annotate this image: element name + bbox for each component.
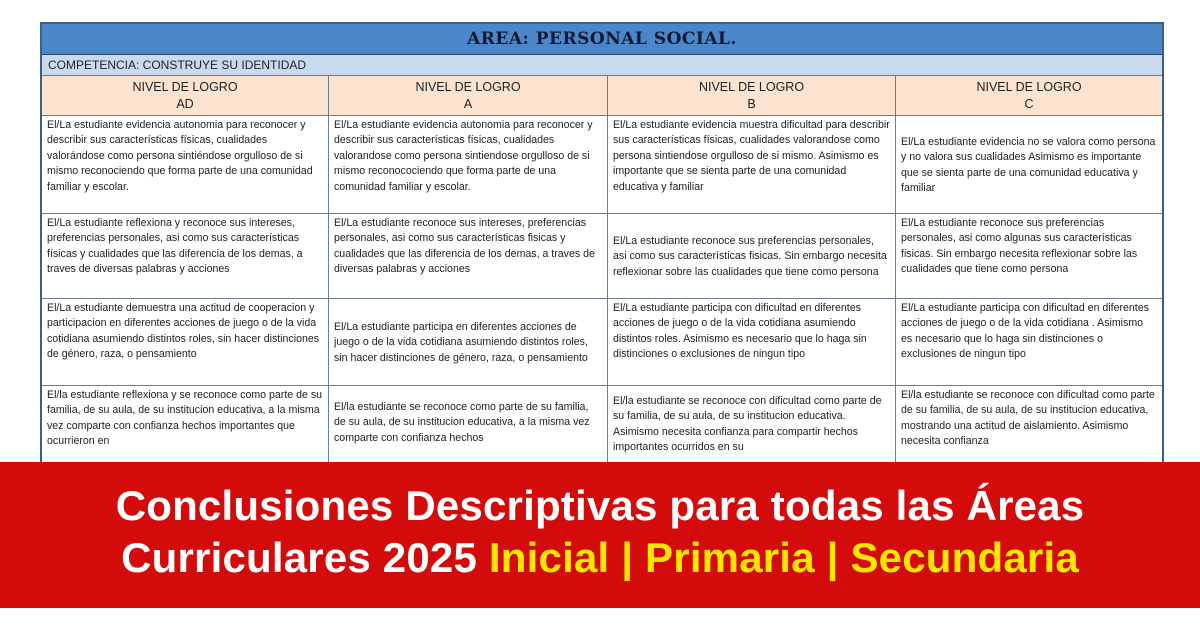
table-cell: El/La estudiante evidencia muestra dificultad para describir sus características físicas, cualidades valorandose como persona sintiendose orgulloso de si mismo. Asimismo es importante que se sienta parte de una comunidad educativa y familiar — [608, 116, 896, 214]
table-cell: El/la estudiante se reconoce con dificultad como parte de su familia, de su aula, de su institucion educativa. Asimismo necesita confianza para compartir hechos importantes ocurridos en su — [608, 386, 896, 476]
table-cell: El/La estudiante reflexiona y reconoce sus intereses, preferencias personales, asi como sus características físicas y cualidades que las diferencia de los demas, a traves de diversas palabras y acciones — [42, 214, 329, 299]
header-ad-line1: NIVEL DE LOGRO — [132, 80, 238, 94]
header-c-line1: NIVEL DE LOGRO — [976, 80, 1082, 94]
table-cell: El/La estudiante participa en diferentes acciones de juego o de la vida cotidiana asumiendo distintos roles, sin hacer distinciones de género, raza, o pensamiento — [329, 299, 608, 386]
competencia-label: COMPETENCIA: CONSTRUYE SU IDENTIDAD — [42, 55, 1162, 76]
table-cell: El/La estudiante participa con dificultad en diferentes acciones de juego o de la vida cotidiana . Asimismo es necesario que lo haga sin distinciones o exclusiones de ningun tipo — [896, 299, 1162, 386]
title-banner — [0, 462, 1200, 608]
table-cell: El/La estudiante evidencia no se valora como persona y no valora sus cualidades Asimismo es importante que se sienta parte de una comunidad educativa y familiar — [896, 116, 1162, 214]
header-ad — [42, 76, 329, 116]
rubric-grid — [42, 76, 1162, 476]
banner-line2 — [0, 532, 1200, 584]
header-a-line2: A — [463, 97, 473, 111]
table-cell: El/La estudiante reconoce sus intereses, preferencias personales, asi como sus características fisicas y cualidades que las diferencia de los demas, a traves de diversas palabras y acciones — [329, 214, 608, 299]
table-cell: El/la estudiante se reconoce como parte de su familia, de su aula, de su institucion educativa, a la misma vez comparte con confianza hechos — [329, 386, 608, 476]
header-c — [896, 76, 1162, 116]
header-b-line1: NIVEL DE LOGRO — [698, 80, 805, 94]
rubric-table — [40, 22, 1164, 478]
header-a-line1: NIVEL DE LOGRO — [415, 80, 521, 94]
header-b-line2: B — [747, 97, 756, 111]
banner-line2-white: Curriculares 2025 — [121, 534, 478, 581]
header-a — [329, 76, 608, 116]
header-b — [608, 76, 896, 116]
table-cell: El/La estudiante demuestra una actitud de cooperacion y participacion en diferentes acciones de juego o de la vida cotidiana asumiendo distintos roles, sin hacer distinciones de género, raza, o pensamiento — [42, 299, 329, 386]
table-cell: El/La estudiante reconoce sus preferencias personales, asi como sus características fisicas. Sin embargo necesita reflexionar sobre las cualidades que tiene como persona — [608, 214, 896, 299]
table-cell: El/La estudiante evidencia autonomia para reconocer y describir sus características físicas, cualidades valorándose como persona sintiéndose orgulloso de si mismo reconociendo que forma parte de una comunidad familiar y escolar. — [42, 116, 329, 214]
table-cell: El/La estudiante reconoce sus preferencias personales, asi como algunas sus características fisicas. Sin embargo necesita reflexionar sobre las cualidades que tiene como persona — [896, 214, 1162, 299]
header-ad-line2: AD — [176, 97, 194, 111]
table-cell: El/la estudiante se reconoce con dificultad como parte de su familia, de su aula, de su institucion educativa, mostrando una actitud de aislamiento. Asimismo necesita confianza — [896, 386, 1162, 476]
table-cell: El/la estudiante reflexiona y se reconoce como parte de su familia, de su aula, de su institucion educativa, a la misma vez comparte con confianza hechos importantes que ocurrieron en — [42, 386, 329, 476]
table-cell: El/La estudiante participa con dificultad en diferentes acciones de juego o de la vida cotidiana asumiendo distintos roles. Asimismo es necesario que lo haga sin distinciones o exclusiones de ningun tipo — [608, 299, 896, 386]
header-c-line2: C — [1024, 97, 1034, 111]
banner-line2-yellow: Inicial | Primaria | Secundaria — [488, 534, 1079, 581]
bottom-strip — [0, 608, 1200, 630]
table-cell: El/La estudiante evidencia autonomia para reconocer y describir sus características físicas, cualidades valorandose como persona sintiendose orgulloso de si mismo reconocociendo que forma parte de una comunidad familiar y escolar. — [329, 116, 608, 214]
banner-line1: Conclusiones Descriptivas para todas las Áreas — [115, 482, 1085, 529]
area-title: AREA: PERSONAL SOCIAL. — [42, 24, 1162, 55]
